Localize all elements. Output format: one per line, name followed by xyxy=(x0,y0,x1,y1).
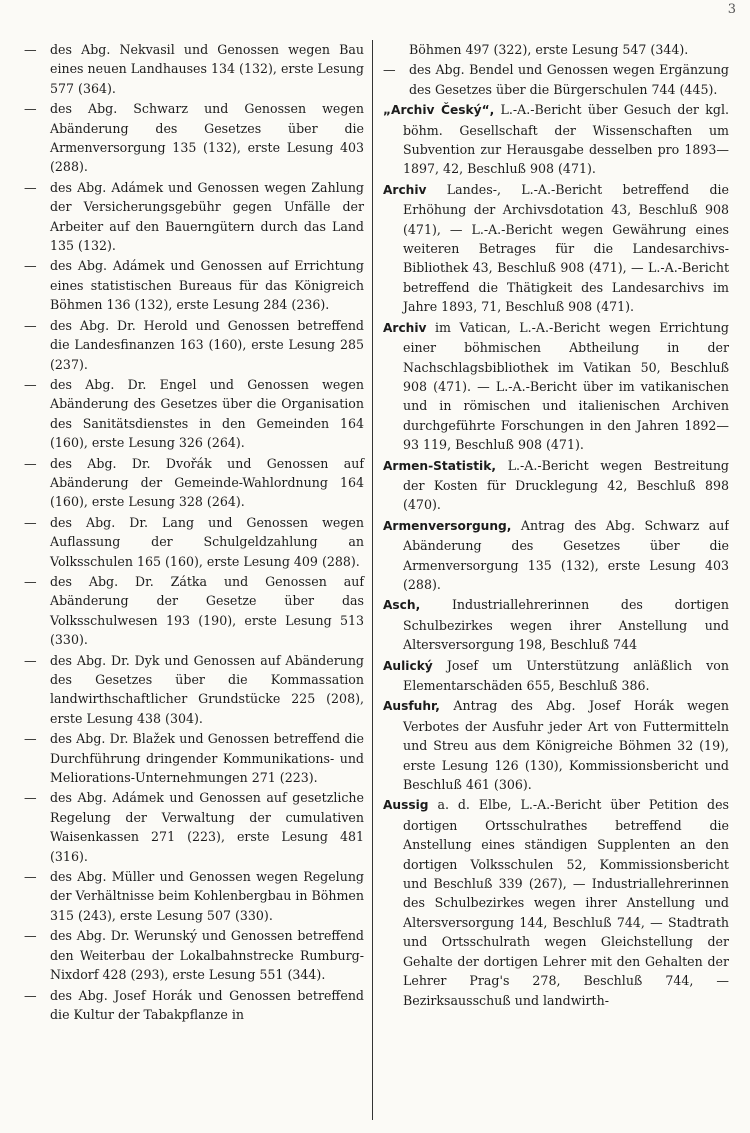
index-entry: — des Abg. Nekvasil und Genossen wegen Bau eines neuen Landhauses 134 (132), erste Lesung 577 (364). xyxy=(24,42,364,96)
right-column xyxy=(373,40,729,1120)
index-entry: Asch, Industriallehrerinnen des dortigen Schulbezirkes wegen ihrer Anstellung und Altersversorgung 198, Beschluß 744 xyxy=(383,597,729,653)
dash-mark: — xyxy=(24,101,37,117)
index-columns xyxy=(24,40,736,1120)
index-keyword: Asch, xyxy=(383,598,421,613)
dash-mark: — xyxy=(24,652,37,668)
page-number: 3 xyxy=(727,2,736,17)
index-entry: — des Abg. Dr. Werunský und Genossen betreffend den Weiterbau der Lokalbahnstrecke Rumburg-Nixdorf 428 (293), erste Lesung 551 (344). xyxy=(24,928,364,983)
index-entry: — des Abg. Josef Horák und Genossen betreffend die Kultur der Tabakpflanze in xyxy=(24,987,364,1022)
dash-mark: — xyxy=(24,731,37,747)
dash-mark: — xyxy=(24,455,37,471)
index-entry: — des Abg. Dr. Lang und Genossen wegen Auflassung der Schulgeldzahlung an Volksschulen 165 (160), erste Lesung 409 (288). xyxy=(24,514,364,569)
dash-mark: — xyxy=(24,790,37,806)
dash-mark: — xyxy=(383,62,396,78)
index-entry: Armenversorgung, Antrag des Abg. Schwarz auf Abänderung des Gesetzes über die Armenversorgung 135 (132), erste Lesung 403 (288). xyxy=(383,517,729,592)
dash-mark: — xyxy=(24,987,37,1003)
index-keyword: Archiv xyxy=(383,320,427,335)
index-entry: Archiv Landes-, L.-A.-Bericht betreffend die Erhöhung der Archivsdotation 43, Beschluß 908 (471), — L.-A.-Bericht wegen Gewährung eines weiteren Betrages für die Landesarchivs-Bibliothek 43, Beschluß 908 (471), — L.-A.-Bericht betreffend die Thätigkeit des Landesarchivs im Jahre 1893, 71, Beschluß 908 (471). xyxy=(383,181,729,315)
index-keyword: Aussig xyxy=(383,798,429,813)
dash-mark: — xyxy=(24,928,37,944)
dash-mark: — xyxy=(24,179,37,195)
index-entry: Archiv im Vatican, L.-A.-Bericht wegen Errichtung einer böhmischen Abtheilung in der Nachschlagsbibliothek im Vatikan 50, Beschluß 908 (471). — L.-A.-Bericht über im vatikanischen und in römischen und italienischen Archiven durchgeführte Forschungen in den Jahren 1892—93 119, Beschluß 908 (471). xyxy=(383,319,729,453)
index-entry: — des Abg. Dr. Dyk und Genossen auf Abänderung des Gesetzes über die Kommassation landwirthschaftlicher Grundstücke 225 (208), erste Lesung 438 (304). xyxy=(24,652,364,726)
index-entry: — des Abg. Adámek und Genossen auf Errichtung eines statistischen Bureaus für das Königreich Böhmen 136 (132), erste Lesung 284 (236). xyxy=(24,258,364,313)
dash-mark: — xyxy=(24,573,37,589)
index-entry: — des Abg. Adámek und Genossen wegen Zahlung der Versicherungsgebühr gegen Unfälle der Arbeiter auf den Bauerngütern durch das Land 135 (132). xyxy=(24,179,364,254)
index-entry: Aussig a. d. Elbe, L.-A.-Bericht über Petition des dortigen Ortsschulrathes betreffend die Anstellung eines ständigen Supplenten an den dortigen Volksschulen 52, Kommissionsbericht und Beschluß 339 (267), — Industriallehrerinnen des Schulbezirkes wegen ihrer Anstellung und Altersversorgung 144, Beschluß 744, — Stadtrath und Ortsschulrath wegen Gleichstellung der Gehalte der dortigen Lehrer mit den Gehalten der Lehrer Prag's 278, Beschluß 744, — Bezirksausschuß und landwirth- xyxy=(383,797,729,1008)
index-keyword: Armen-Statistik, xyxy=(383,458,496,473)
index-entry: — des Abg. Adámek und Genossen auf gesetzliche Regelung der Verwaltung der cumulativen Waisenkassen 271 (223), erste Lesung 481 (316). xyxy=(24,790,364,864)
dash-mark: — xyxy=(24,42,37,57)
index-entry: — des Abg. Dr. Zátka und Genossen auf Abänderung der Gesetze über das Volksschulwesen 193 (190), erste Lesung 513 (330). xyxy=(24,573,364,648)
dash-mark: — xyxy=(24,869,37,885)
dash-mark: — xyxy=(24,317,37,333)
left-column xyxy=(24,40,372,1120)
index-entry: Ausfuhr, Antrag des Abg. Josef Horák wegen Verbotes der Ausfuhr jeder Art von Futtermitteln und Streu aus dem Königreiche Böhmen 32 (19), erste Lesung 126 (130), Kommissionsbericht und Beschluß 461 (306). xyxy=(383,698,729,793)
index-entry: — des Abg. Bendel und Genossen wegen Ergänzung des Gesetzes über die Bürgerschulen 744 (445). xyxy=(383,62,729,97)
index-entry: — des Abg. Dr. Engel und Genossen wegen Abänderung des Gesetzes über die Organisation des Sanitätsdienstes in den Gemeinden 164 (160), erste Lesung 326 (264). xyxy=(24,376,364,451)
index-keyword: Armenversorgung, xyxy=(383,518,512,533)
index-entry: — des Abg. Dr. Herold und Genossen betreffend die Landesfinanzen 163 (160), erste Lesung 285 (237). xyxy=(24,317,364,372)
dash-mark: — xyxy=(24,258,37,274)
index-keyword: Archiv xyxy=(383,182,427,197)
index-keyword: Aulický xyxy=(383,658,433,673)
index-entry-continuation: Böhmen 497 (322), erste Lesung 547 (344). xyxy=(409,42,689,57)
index-entry: — des Abg. Dr. Dvořák und Genossen auf Abänderung der Gemeinde-Wahlordnung 164 (160), erste Lesung 328 (264). xyxy=(24,455,364,510)
index-entry: Aulický Josef um Unterstützung anläßlich von Elementarschäden 655, Beschluß 386. xyxy=(383,657,729,693)
dash-mark: — xyxy=(24,514,37,530)
index-entry: Armen-Statistik, L.-A.-Bericht wegen Bestreitung der Kosten für Drucklegung 42, Beschluß 898 (470). xyxy=(383,457,729,513)
dash-mark: — xyxy=(24,376,37,392)
index-keyword: „Archiv Český“, xyxy=(383,103,495,118)
index-entry: — des Abg. Schwarz und Genossen wegen Abänderung des Gesetzes über die Armenversorgung 135 (132), erste Lesung 403 (288). xyxy=(24,101,364,175)
index-entry: — des Abg. Dr. Blažek und Genossen betreffend die Durchführung dringender Kommunikations- und Meliorations-Unternehmungen 271 (223). xyxy=(24,731,364,786)
index-entry: — des Abg. Müller und Genossen wegen Regelung der Verhältnisse beim Kohlenbergbau in Böhmen 315 (243), erste Lesung 507 (330). xyxy=(24,869,364,923)
index-keyword: Ausfuhr, xyxy=(383,699,440,714)
index-entry: „Archiv Český“, L.-A.-Bericht über Gesuch der kgl. böhm. Gesellschaft der Wissenschaften um Subvention zur Herausgabe desselben pro 1893—1897, 42, Beschluß 908 (471). xyxy=(383,102,729,177)
